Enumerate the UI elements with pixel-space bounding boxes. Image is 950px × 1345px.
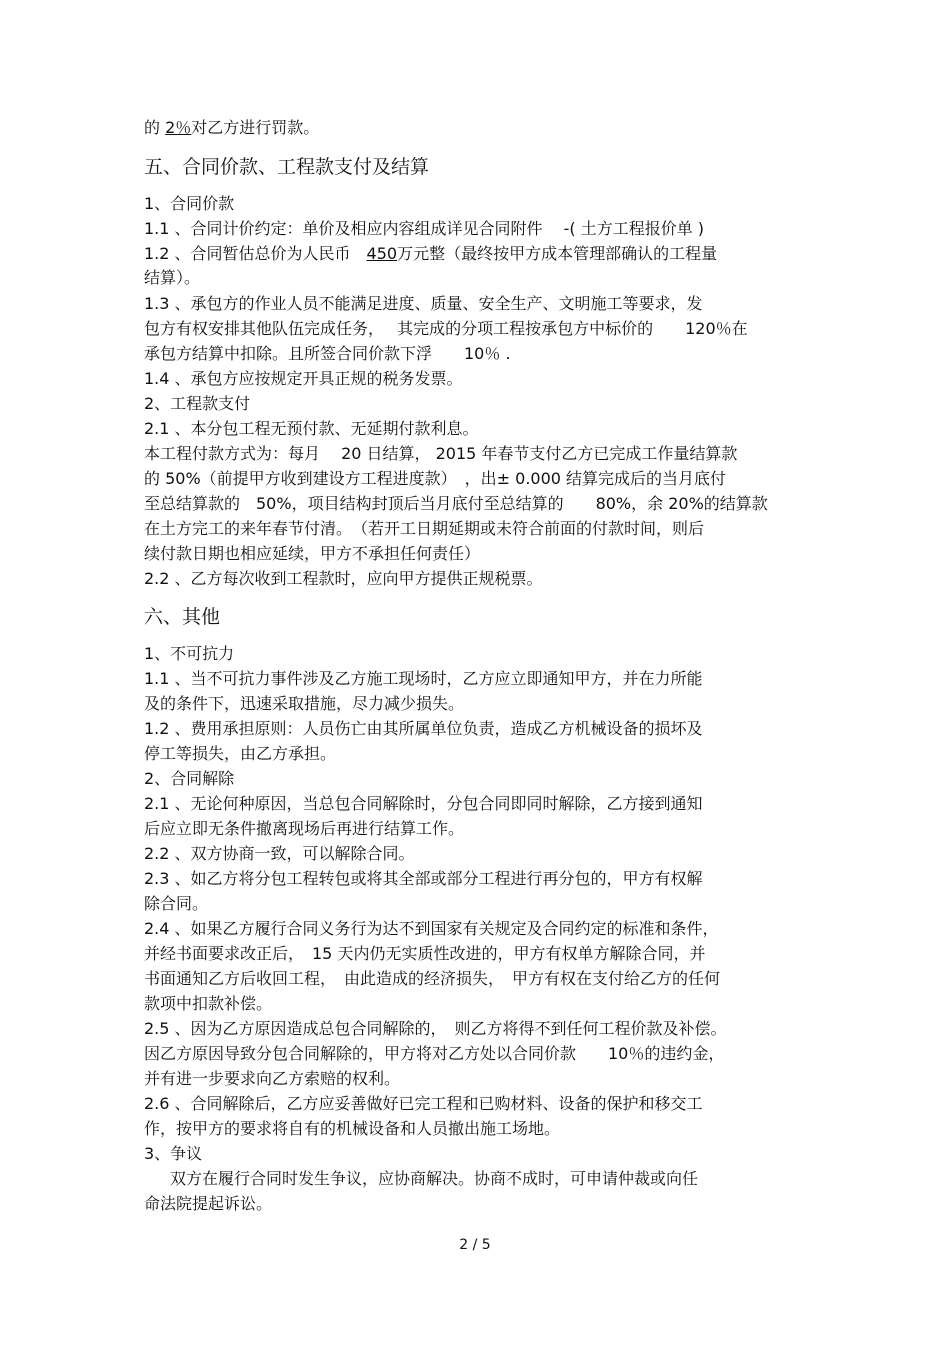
text-line: 命法院提起诉讼。	[144, 1194, 273, 1213]
text-line: 作，按甲方的要求将自有的机械设备和人员撤出施工场地。	[144, 1119, 561, 1138]
penalty-percent: 2％	[165, 118, 192, 137]
text-line: 停工等损失，由乙方承担。	[144, 744, 337, 763]
section-heading-5: 五、合同价款、工程款支付及结算	[144, 156, 430, 178]
text-line: 2.2 、双方协商一致，可以解除合同。	[144, 844, 415, 863]
text-line: 1、合同价款	[144, 194, 235, 213]
text-line: 2.2 、乙方每次收到工程款时，应向甲方提供正规税票。	[144, 569, 543, 588]
text-line: 续付款日期也相应延续，甲方不承担任何责任）	[144, 544, 481, 563]
text-line: 1.1 、合同计价约定：单价及相应内容组成详见合同附件 -( 土方工程报价单 )	[144, 219, 705, 238]
text-line: 后应立即无条件撤离现场后再进行结算工作。	[144, 819, 465, 838]
text-line: 3、争议	[144, 1144, 203, 1163]
text-line: 的 50%（前提甲方收到建设方工程进度款） ，出± 0.000 结算完成后的当月底付	[144, 469, 727, 488]
text-line: 结算）。	[144, 268, 201, 287]
text-line: 2.1 、本分包工程无预付款、无延期付款利息。	[144, 419, 479, 438]
text-line: 1.1 、当不可抗力事件涉及乙方施工现场时，乙方应立即通知甲方，并在力所能	[144, 669, 703, 688]
text-line: 包方有权安排其他队伍完成任务， 其完成的分项工程按承包方中标价的 120％在	[144, 319, 748, 338]
text-line: 1.2 、合同暂估总价为人民币 450万元整（最终按甲方成本管理部确认的工程量	[144, 244, 718, 263]
text-line: 并经书面要求改正后， 15 天内仍无实质性改进的，甲方有权单方解除合同，并	[144, 944, 706, 963]
text-line: 除合同。	[144, 894, 209, 913]
text-line: 2.5 、因为乙方原因造成总包合同解除的， 则乙方将得不到任何工程价款及补偿。	[144, 1019, 727, 1038]
text-line: 书面通知乙方后收回工程， 由此造成的经济损失， 甲方有权在支付给乙方的任何	[144, 969, 721, 988]
text-line: 至总结算款的 50%，项目结构封顶后当月底付至总结算的 80%，余 20%的结算款	[144, 494, 768, 513]
text-line: 1.2 、费用承担原则：人员伤亡由其所属单位负责，造成乙方机械设备的损坏及	[144, 719, 703, 738]
text-line: 在土方完工的来年春节付清。 （若开工日期延期或未符合前面的付款时间，则后	[144, 519, 705, 538]
text-line: 承包方结算中扣除。且所签合同价款下浮 10％ .	[144, 344, 511, 363]
text-line: 2.6 、合同解除后，乙方应妥善做好已完工程和已购材料、设备的保护和移交工	[144, 1094, 703, 1113]
text-line: 1、不可抗力	[144, 644, 235, 663]
text-line: 2、工程款支付	[144, 394, 251, 413]
text-line: 1.4 、承包方应按规定开具正规的税务发票。	[144, 369, 463, 388]
text-line: 2.4 、如果乙方履行合同义务行为达不到国家有关规定及合同约定的标准和条件，	[144, 919, 719, 938]
section-heading-6: 六、其他	[144, 606, 221, 628]
contract-amount: 450	[366, 244, 398, 263]
text-line: 2.3 、如乙方将分包工程转包或将其全部或部分工程进行再分包的，甲方有权解	[144, 869, 703, 888]
text-line: 2.1 、无论何种原因，当总包合同解除时，分包合同即同时解除，乙方接到通知	[144, 794, 703, 813]
text-line: 本工程付款方式为：每月 20 日结算， 2015 年春节支付乙方已完成工作量结算款	[144, 444, 738, 463]
text-line: 双方在履行合同时发生争议，应协商解决。协商不成时，可申请仲裁或向任	[170, 1169, 699, 1188]
page-number: 2 / 5	[459, 1237, 491, 1253]
text-line: 2、合同解除	[144, 769, 235, 788]
text-line: 款项中扣款补偿。	[144, 994, 273, 1013]
text-line: 及的条件下，迅速采取措施，尽力减少损失。	[144, 694, 465, 713]
text-line: 因乙方原因导致分包合同解除的，甲方将对乙方处以合同价款 10％的违约金，	[144, 1044, 725, 1063]
text-line: 的 2％对乙方进行罚款。	[144, 118, 320, 137]
text-line: 并有进一步要求向乙方索赔的权利。	[144, 1069, 401, 1088]
text-line: 1.3 、承包方的作业人员不能满足进度、质量、安全生产、文明施工等要求，发	[144, 294, 703, 313]
